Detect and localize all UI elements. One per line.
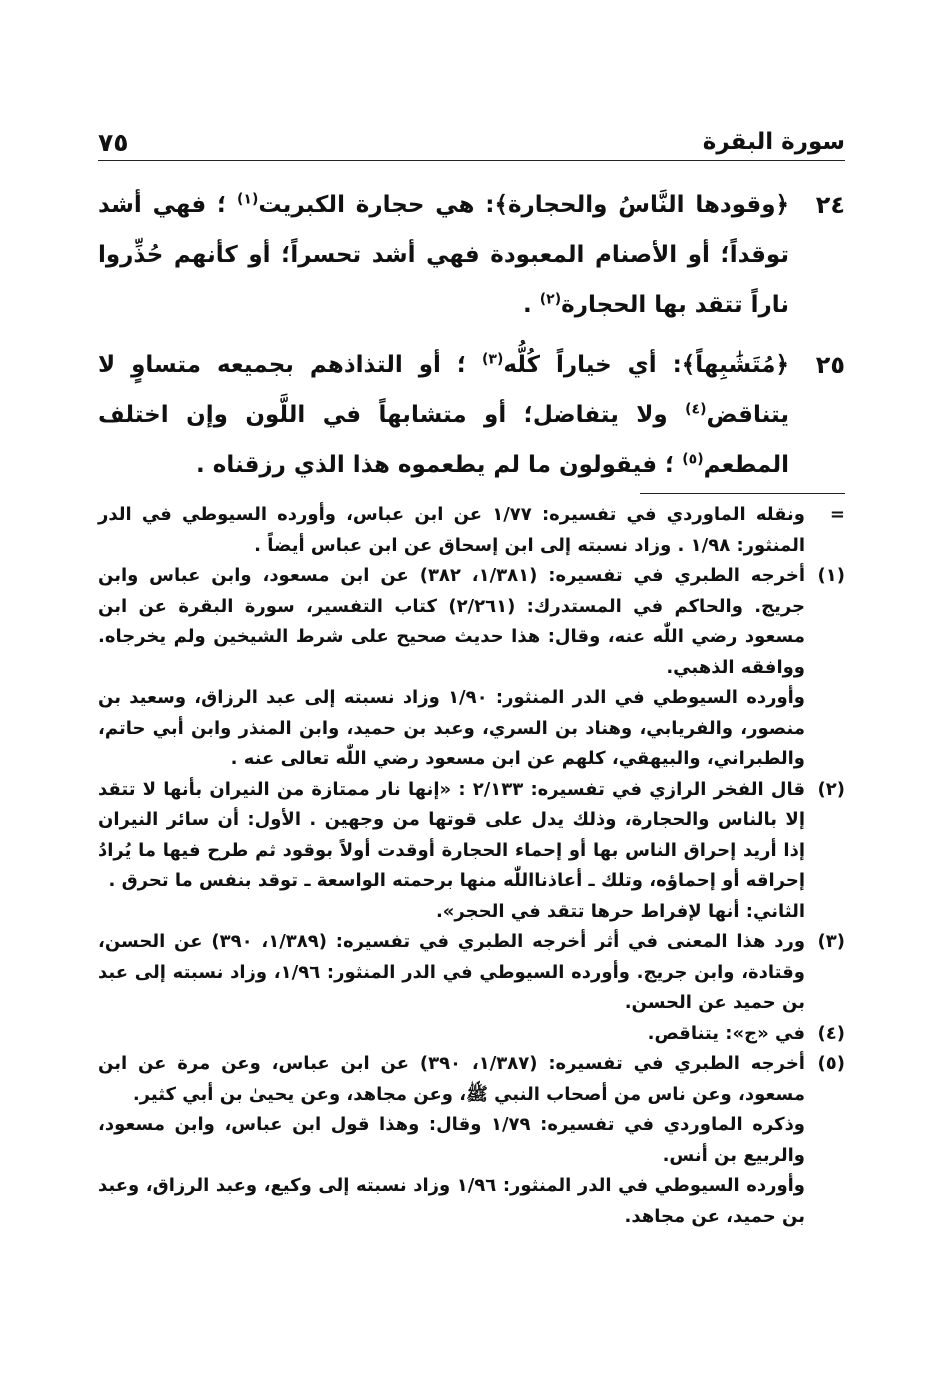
footnote-paragraph: في «ج»: يتناقص. xyxy=(647,1022,805,1044)
footnote-reference[interactable]: (٥) xyxy=(682,451,704,468)
commentary-text xyxy=(98,180,789,330)
footnote-5 xyxy=(98,1049,845,1232)
footnote-1 xyxy=(98,561,845,775)
footnote-paragraph: وأورده السيوطي في الدر المنثور: ١/٩٦ وزاد نسبته إلى وكيع، وعبد الرزاق، وعبد بن حميد، عن مجاهد. xyxy=(98,1175,805,1227)
footnote-paragraph: ونقله الماوردي في تفسيره: ١/٧٧ عن ابن عباس، وأورده السيوطي في الدر المنثور: ١/٩٨ . وزاد نسبته إلى ابن إسحاق عن ابن عباس أيضاً . xyxy=(98,504,805,556)
running-header xyxy=(98,124,845,161)
footnote-4 xyxy=(98,1019,845,1050)
footnote-marker: (٣) xyxy=(817,931,845,952)
page-number: ٧٥ xyxy=(98,127,129,157)
footnote-reference[interactable]: (٣) xyxy=(481,351,504,368)
footnote-marker: = xyxy=(829,504,845,525)
footnote-paragraph: قال الفخر الرازي في تفسيره: ٢/١٣٣ : «إنها نار ممتازة من النيران بأنها لا تتقد إلا بالناس والحجارة، وذلك يدل على قوتها من وجهين . الأول: أن سائر النيران إذا أريد إحراق الناس بها أو إحماء الحجارة أوقدت أولاً بوقود ثم طرح فيها ما يُرادُ إحراقه أو إحماؤه، وتلك ـ أعاذنااللّٰه منها برحمته الواسعة ـ توقد بنفس ما تحرق . xyxy=(98,778,805,891)
quoted-term: ﴿وقودها النَّاسُ والحجارة﴾ xyxy=(494,192,789,218)
footnote-body xyxy=(98,561,805,775)
footnote-paragraph: أخرجه الطبري في تفسيره: (١/٣٨٧، ٣٩٠) عن ابن عباس، وعن مرة عن ابن مسعود، وعن ناس من أصحاب النبي ﷺ، وعن مجاهد، وعن يحيىٰ بن أبي كثير. xyxy=(98,1053,805,1105)
footnote-paragraph: ورد هذا المعنى في أثر أخرجه الطبري في تفسيره: (١/٣٨٩، ٣٩٠) عن الحسن، وقتادة، وابن جريج. وأورده السيوطي في الدر المنثور: ١/٩٦، وزاد نسبته إلى عبد بن حميد عن الحسن. xyxy=(98,931,806,1013)
commentary-segment: ؛ فهي أشد توقداً؛ أو الأصنام المعبودة فهي أشد تحسراً؛ أو كأنهم حُذِّروا ناراً تتقد بها الحجارة xyxy=(98,192,789,318)
quoted-term: ﴿مُتَشَٰبِهاً﴾ xyxy=(681,352,789,378)
footnote-reference[interactable]: (٤) xyxy=(685,401,707,418)
footnote-3 xyxy=(98,927,845,1019)
footnote-paragraph: الثاني: أنها لإفراط حرها تتقد في الحجر». xyxy=(435,900,805,922)
footnote-reference[interactable]: (٢) xyxy=(539,291,562,308)
commentary-segment: ولا يتفاضل؛ أو متشابهاً في اللَّون وإن اختلف المطعم xyxy=(98,402,789,478)
footnote-marker: (١) xyxy=(817,565,845,586)
footnote-2 xyxy=(98,775,845,928)
footnote-continuation xyxy=(98,500,845,561)
footnote-marker: (٥) xyxy=(817,1053,845,1074)
commentary-segment: ؛ فيقولون ما لم يطعموه هذا الذي رزقناه . xyxy=(196,452,683,478)
footnote-body xyxy=(98,500,805,561)
footnote-body xyxy=(98,1049,805,1232)
footnote-body xyxy=(98,927,805,1019)
verse-number: ٢٤ xyxy=(815,191,845,219)
footnotes xyxy=(98,500,845,1232)
verse-number: ٢٥ xyxy=(815,351,845,379)
commentary-segment: : أي خياراً كُلُّه xyxy=(503,352,682,378)
commentary-segment: ؛ أو التذاذهم بجميعه متساوٍ لا يتناقض xyxy=(98,352,789,428)
commentary-segment: : هي حجارة الكبريت xyxy=(258,192,495,218)
footnote-marker: (٢) xyxy=(817,778,845,800)
commentary-entry-25 xyxy=(98,340,845,490)
commentary-segment: . xyxy=(523,292,540,318)
footnote-separator xyxy=(640,493,845,494)
footnote-body xyxy=(98,1019,805,1050)
commentary-entry-24 xyxy=(98,180,845,330)
surah-title: سورة البقرة xyxy=(702,129,845,155)
footnote-body xyxy=(98,775,805,928)
footnote-paragraph: وذكره الماوردي في تفسيره: ١/٧٩ وقال: وهذا قول ابن عباس، وابن مسعود، والربيع بن أنس. xyxy=(98,1114,805,1166)
footnote-paragraph: وأورده السيوطي في الدر المنثور: ١/٩٠ وزاد نسبته إلى عبد الرزاق، وسعيد بن منصور، والفريابي، وهناد بن السري، وعبد بن حميد، وابن المنذر وابن أبي حاتم، والطبراني، والبيهقي، كلهم عن ابن مسعود رضي اللّٰه تعالى عنه . xyxy=(98,687,805,769)
footnote-reference[interactable]: (١) xyxy=(237,191,259,208)
footnote-marker: (٤) xyxy=(817,1022,845,1044)
footnote-paragraph: أخرجه الطبري في تفسيره: (١/٣٨١، ٣٨٢) عن ابن مسعود، وابن عباس وابن جريج. والحاكم في المستدرك: (٢/٢٦١) كتاب التفسير، سورة البقرة عن ابن مسعود رضي اللّٰه عنه، وقال: هذا حديث صحيح على شرط الشيخين ولم يخرجاه. ووافقه الذهبي. xyxy=(98,565,805,678)
commentary-text xyxy=(98,340,789,490)
